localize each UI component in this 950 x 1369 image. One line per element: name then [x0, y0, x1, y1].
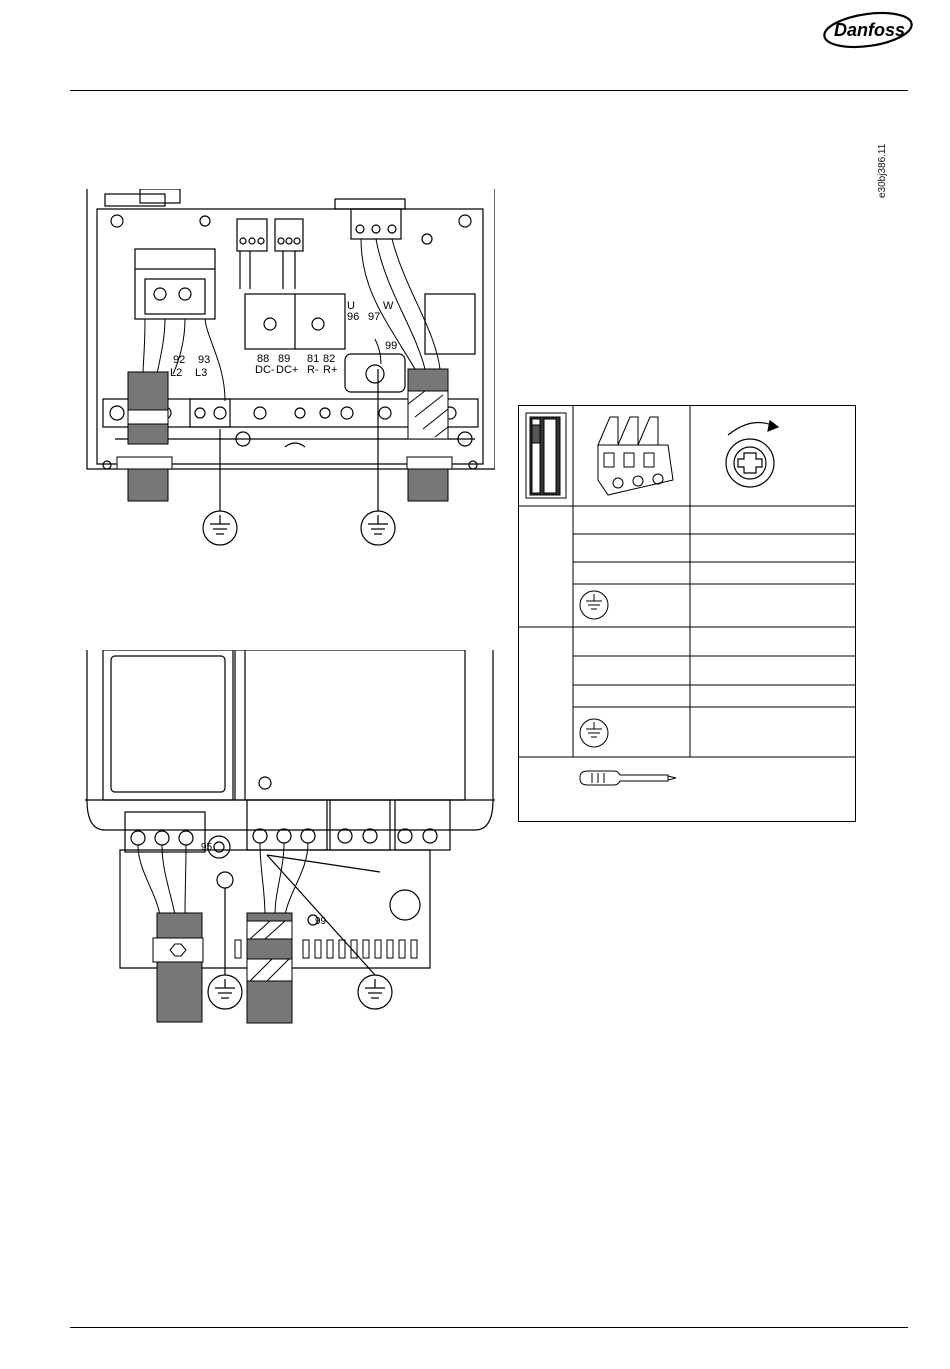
label-terminal-95: 95 [201, 842, 213, 853]
label-terminal-97: 97 [368, 311, 381, 323]
bottom-wiring-diagram [85, 650, 495, 1030]
label-W: W [383, 300, 394, 312]
label-DC-plus: DC+ [276, 364, 299, 376]
screwdriver-icon [580, 771, 676, 785]
legend-table [518, 405, 856, 822]
figure-id-text: e30bj386.11 [877, 143, 888, 198]
label-R-minus: R- [307, 364, 319, 376]
torque-rotation-icon [726, 421, 778, 487]
label-terminal-82: 82 [323, 353, 336, 365]
ground-symbol-icon [358, 975, 392, 1009]
brand-text: Danfoss [834, 20, 906, 40]
label-terminal-99: 99 [315, 916, 327, 927]
label-terminal-81: 81 [307, 353, 320, 365]
label-terminal-96: 96 [347, 311, 360, 323]
ground-symbol-icon [580, 719, 608, 747]
label-DC-minus: DC- [255, 364, 275, 376]
ground-symbol-icon [208, 975, 242, 1009]
label-terminal-88: 88 [257, 353, 270, 365]
label-terminal-92: 92 [173, 354, 186, 366]
ground-symbol-icon [580, 591, 608, 619]
label-terminal-99: 99 [385, 340, 398, 352]
ground-symbol-icon [203, 511, 237, 545]
label-U: U [347, 300, 355, 312]
danfoss-logo [822, 10, 914, 50]
figure-id [873, 138, 895, 200]
header-rule [70, 90, 908, 91]
cable-cross-section-icon [526, 413, 566, 498]
label-L2: L2 [170, 367, 183, 379]
label-R-plus: R+ [323, 364, 338, 376]
label-terminal-93: 93 [198, 354, 211, 366]
plug-connector-icon [598, 417, 673, 495]
footer-rule [70, 1327, 908, 1328]
label-L3: L3 [195, 367, 208, 379]
top-wiring-diagram [85, 189, 495, 559]
ground-symbol-icon [361, 511, 395, 545]
label-terminal-89: 89 [278, 353, 291, 365]
